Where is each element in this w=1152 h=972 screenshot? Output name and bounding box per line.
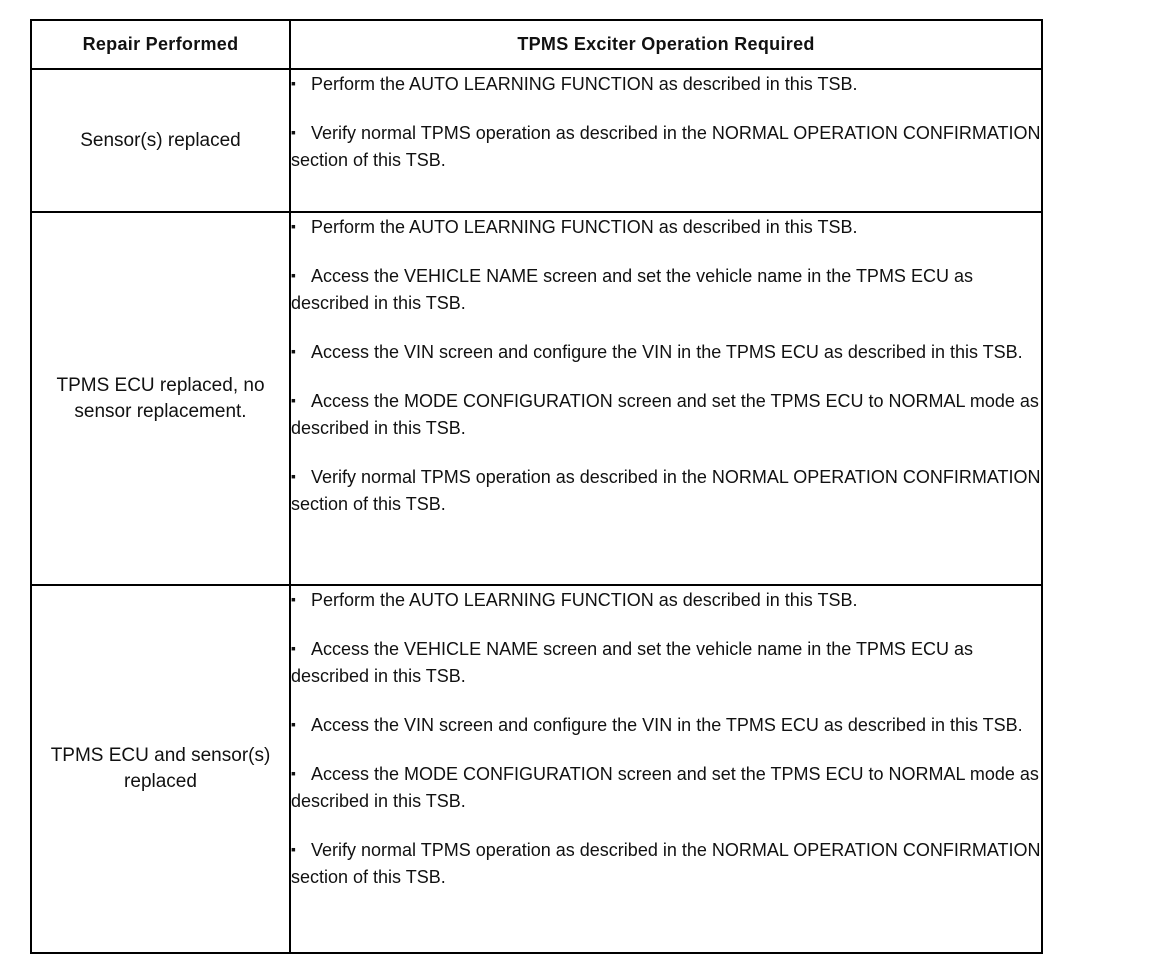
bullet-icon: ▪ xyxy=(291,716,296,732)
steps-cell xyxy=(290,212,1042,585)
step-text: Access the VEHICLE NAME screen and set the vehicle name in the TPMS ECU as described in this TSB. xyxy=(291,639,973,686)
step-item xyxy=(291,463,1041,518)
step-item xyxy=(291,711,1041,739)
step-item xyxy=(291,338,1041,366)
step-text: Perform the AUTO LEARNING FUNCTION as described in this TSB. xyxy=(311,217,858,237)
step-item xyxy=(291,119,1041,174)
bullet-icon: ▪ xyxy=(291,640,296,656)
step-item xyxy=(291,387,1041,442)
bullet-icon: ▪ xyxy=(291,591,296,607)
step-text: Access the MODE CONFIGURATION screen and set the TPMS ECU to NORMAL mode as described in this TSB. xyxy=(291,764,1039,811)
step-item xyxy=(291,70,1041,98)
step-text: Access the MODE CONFIGURATION screen and set the TPMS ECU to NORMAL mode as described in this TSB. xyxy=(291,391,1039,438)
step-text: Verify normal TPMS operation as described in the NORMAL OPERATION CONFIRMATION section of this TSB. xyxy=(291,467,1041,514)
step-text: Verify normal TPMS operation as described in the NORMAL OPERATION CONFIRMATION section of this TSB. xyxy=(291,840,1041,887)
table-row xyxy=(31,69,1042,212)
bullet-icon: ▪ xyxy=(291,343,296,359)
tpms-repair-table xyxy=(30,19,1043,954)
step-text: Perform the AUTO LEARNING FUNCTION as described in this TSB. xyxy=(311,74,858,94)
header-row xyxy=(31,20,1042,69)
step-text: Verify normal TPMS operation as described in the NORMAL OPERATION CONFIRMATION section of this TSB. xyxy=(291,123,1041,170)
bullet-icon: ▪ xyxy=(291,218,296,234)
table-row xyxy=(31,212,1042,585)
step-text: Access the VEHICLE NAME screen and set the vehicle name in the TPMS ECU as described in this TSB. xyxy=(291,266,973,313)
header-exciter-operation: TPMS Exciter Operation Required xyxy=(290,20,1042,69)
repair-cell: TPMS ECU replaced, no sensor replacement. xyxy=(31,212,290,585)
steps-cell xyxy=(290,69,1042,212)
step-item xyxy=(291,586,1041,614)
bullet-icon: ▪ xyxy=(291,392,296,408)
step-item xyxy=(291,635,1041,690)
step-text: Access the VIN screen and configure the VIN in the TPMS ECU as described in this TSB. xyxy=(311,342,1023,362)
step-item xyxy=(291,213,1041,241)
header-repair-performed: Repair Performed xyxy=(31,20,290,69)
bullet-icon: ▪ xyxy=(291,267,296,283)
repair-cell: TPMS ECU and sensor(s) replaced xyxy=(31,585,290,953)
bullet-icon: ▪ xyxy=(291,124,296,140)
bullet-icon: ▪ xyxy=(291,75,296,91)
bullet-icon: ▪ xyxy=(291,468,296,484)
bullet-icon: ▪ xyxy=(291,841,296,857)
step-text: Perform the AUTO LEARNING FUNCTION as described in this TSB. xyxy=(311,590,858,610)
steps-cell xyxy=(290,585,1042,953)
bullet-icon: ▪ xyxy=(291,765,296,781)
repair-cell: Sensor(s) replaced xyxy=(31,69,290,212)
step-item xyxy=(291,836,1041,891)
step-item xyxy=(291,262,1041,317)
step-item xyxy=(291,760,1041,815)
table-row xyxy=(31,585,1042,953)
step-text: Access the VIN screen and configure the VIN in the TPMS ECU as described in this TSB. xyxy=(311,715,1023,735)
